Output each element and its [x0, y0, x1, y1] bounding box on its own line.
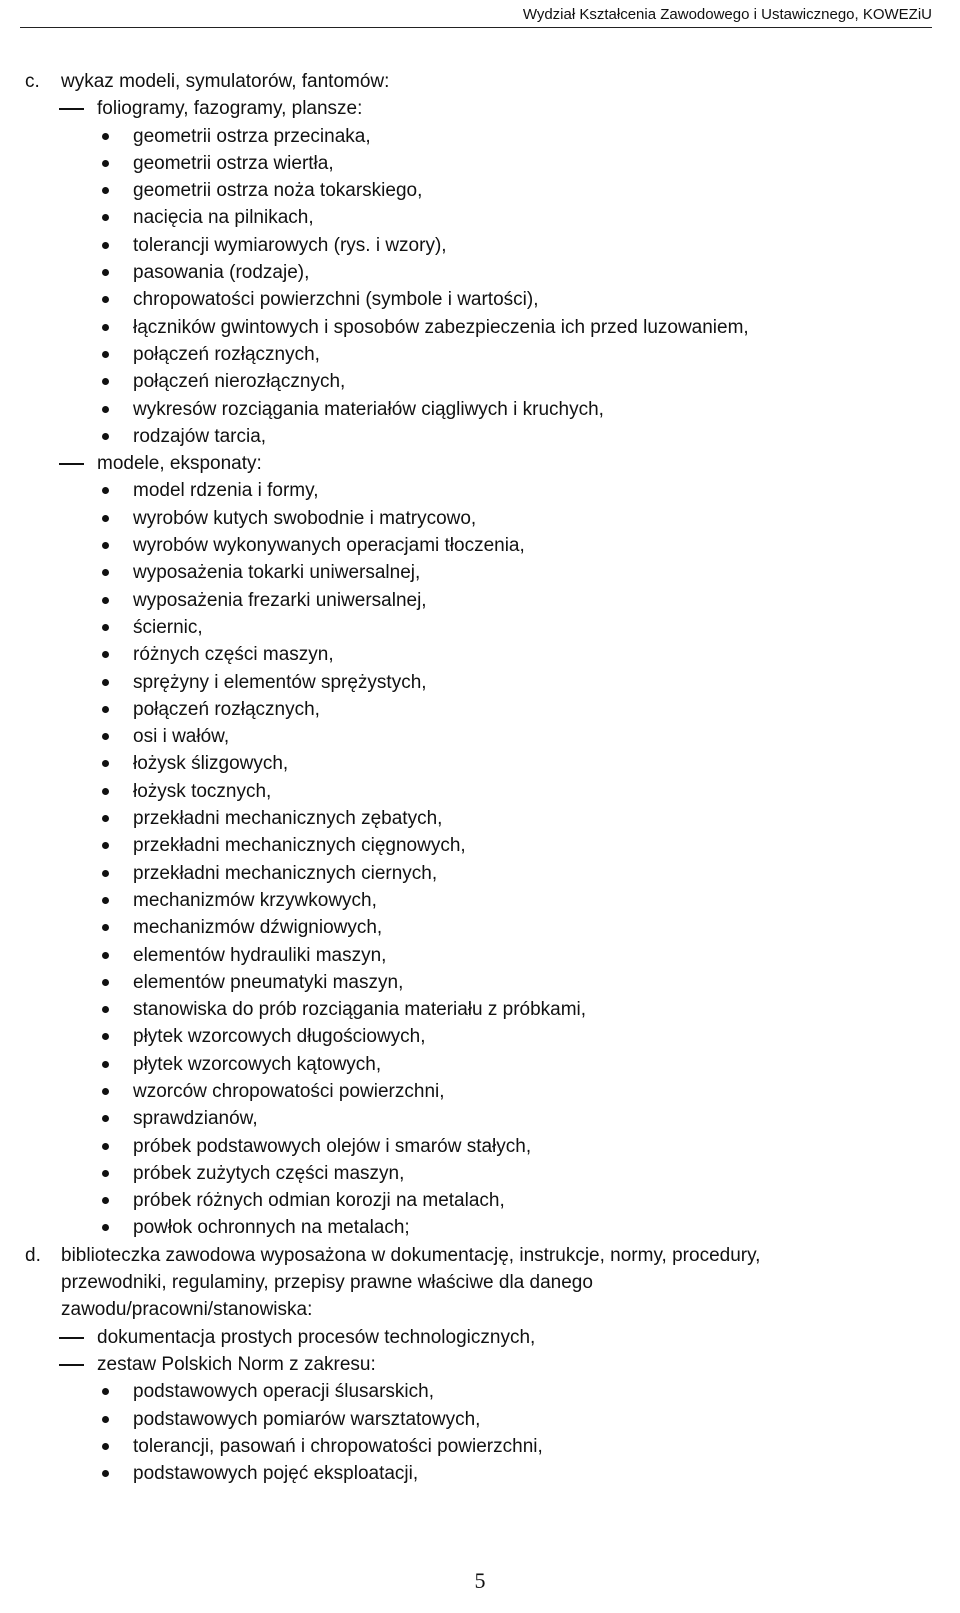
dash-item-label: zestaw Polskich Norm z zakresu: [97, 1353, 376, 1375]
bullet-list-item [0, 914, 960, 941]
dash-list-item [0, 1351, 960, 1378]
bullet-list-item [0, 505, 960, 532]
bullet-item-text: nacięcia na pilnikach, [133, 207, 314, 229]
bullet-icon [102, 187, 109, 194]
bullet-icon [102, 624, 109, 631]
bullet-icon [102, 296, 109, 303]
bullet-icon [102, 1224, 109, 1231]
bullet-item-text: chropowatości powierzchni (symbole i wartości), [133, 289, 539, 311]
bullet-list-item [0, 232, 960, 259]
bullet-item-text: elementów pneumatyki maszyn, [133, 971, 404, 993]
bullet-item-text: stanowiska do prób rozciągania materiału z próbkami, [133, 999, 587, 1021]
bullet-item-text: połączeń rozłącznych, [133, 698, 320, 720]
bullet-item-text: przekładni mechanicznych ciernych, [133, 862, 438, 884]
bullet-icon [102, 870, 109, 877]
bullet-item-text: osi i wałów, [133, 726, 230, 748]
bullet-list-item [0, 696, 960, 723]
bullet-icon [102, 242, 109, 249]
bullet-icon [102, 1033, 109, 1040]
section-heading [0, 68, 960, 95]
bullet-icon [102, 815, 109, 822]
dash-list-item [0, 450, 960, 477]
bullet-list-item [0, 1160, 960, 1187]
bullet-list-item [0, 1214, 960, 1241]
bullet-icon [102, 433, 109, 440]
bullet-icon [102, 1197, 109, 1204]
dash-icon [59, 463, 84, 465]
bullet-item-text: próbek zużytych części maszyn, [133, 1162, 405, 1184]
bullet-item-text: łączników gwintowych i sposobów zabezpieczenia ich przed luzowaniem, [133, 316, 749, 338]
bullet-list-item [0, 204, 960, 231]
bullet-item-text: powłok ochronnych na metalach; [133, 1217, 410, 1239]
bullet-list-item [0, 1433, 960, 1460]
section-letter: c. [25, 71, 40, 92]
bullet-item-text: podstawowych pomiarów warsztatowych, [133, 1408, 481, 1430]
dash-item-label: dokumentacja prostych procesów technologicznych, [97, 1326, 536, 1348]
dash-item-label: modele, eksponaty: [97, 453, 262, 475]
bullet-list-item [0, 1133, 960, 1160]
bullet-item-text: podstawowych operacji ślusarskich, [133, 1381, 434, 1403]
page-number: 5 [474, 1568, 486, 1593]
bullet-item-text: rodzajów tarcia, [133, 425, 267, 447]
bullet-list-item [0, 150, 960, 177]
section-heading [0, 1242, 960, 1269]
bullet-list-item [0, 723, 960, 750]
bullet-list-item [0, 1460, 960, 1487]
bullet-list-item [0, 423, 960, 450]
bullet-list-item [0, 942, 960, 969]
bullet-list-item [0, 259, 960, 286]
bullet-list-item [0, 614, 960, 641]
bullet-item-text: połączeń rozłącznych, [133, 343, 320, 365]
bullet-list-item [0, 860, 960, 887]
bullet-item-text: tolerancji, pasowań i chropowatości powierzchni, [133, 1435, 543, 1457]
bullet-icon [102, 569, 109, 576]
bullet-list-item [0, 1378, 960, 1405]
bullet-list-item [0, 477, 960, 504]
bullet-item-text: wzorców chropowatości powierzchni, [133, 1080, 445, 1102]
dash-icon [59, 108, 84, 110]
bullet-icon [102, 952, 109, 959]
bullet-item-text: podstawowych pojęć eksploatacji, [133, 1463, 419, 1485]
bullet-icon [102, 515, 109, 522]
bullet-icon [102, 133, 109, 140]
bullet-icon [102, 160, 109, 167]
bullet-icon [102, 324, 109, 331]
bullet-item-text: ściernic, [133, 616, 203, 638]
section-title-line: przewodniki, regulaminy, przepisy prawne właściwe dla danego [61, 1272, 593, 1294]
bullet-item-text: wykresów rozciągania materiałów ciągliwych i kruchych, [133, 398, 604, 420]
bullet-item-text: mechanizmów krzywkowych, [133, 889, 377, 911]
bullet-item-text: próbek podstawowych olejów i smarów stałych, [133, 1135, 532, 1157]
bullet-list-item [0, 123, 960, 150]
bullet-icon [102, 679, 109, 686]
bullet-list-item [0, 1023, 960, 1050]
section-title-line: zawodu/pracowni/stanowiska: [61, 1299, 313, 1321]
bullet-list-item [0, 778, 960, 805]
bullet-icon [102, 1388, 109, 1395]
dash-icon [59, 1364, 84, 1366]
bullet-item-text: tolerancji wymiarowych (rys. i wzory), [133, 234, 447, 256]
bullet-icon [102, 406, 109, 413]
bullet-icon [102, 378, 109, 385]
bullet-list-item [0, 669, 960, 696]
bullet-icon [102, 1416, 109, 1423]
header-rule [20, 27, 932, 28]
bullet-icon [102, 214, 109, 221]
bullet-item-text: geometrii ostrza przecinaka, [133, 125, 371, 147]
bullet-item-text: geometrii ostrza noża tokarskiego, [133, 180, 423, 202]
section-title: wykaz modeli, symulatorów, fantomów: [61, 71, 390, 92]
bullet-list-item [0, 750, 960, 777]
bullet-list-item [0, 532, 960, 559]
bullet-icon [102, 1170, 109, 1177]
bullet-icon [102, 1006, 109, 1013]
bullet-list-item [0, 969, 960, 996]
section-heading-continuation [0, 1296, 960, 1323]
section-letter: d. [25, 1244, 41, 1266]
bullet-item-text: wyposażenia frezarki uniwersalnej, [133, 589, 427, 611]
bullet-item-text: próbek różnych odmian korozji na metalach, [133, 1190, 505, 1212]
bullet-icon [102, 597, 109, 604]
bullet-icon [102, 842, 109, 849]
bullet-icon [102, 1143, 109, 1150]
bullet-item-text: sprężyny i elementów sprężystych, [133, 671, 427, 693]
bullet-list-item [0, 805, 960, 832]
bullet-item-text: płytek wzorcowych długościowych, [133, 1026, 426, 1048]
section-heading-continuation [0, 1269, 960, 1296]
bullet-list-item [0, 341, 960, 368]
bullet-item-text: model rdzenia i formy, [133, 480, 319, 502]
bullet-item-text: mechanizmów dźwigniowych, [133, 917, 383, 939]
bullet-list-item [0, 177, 960, 204]
bullet-list-item [0, 1187, 960, 1214]
bullet-list-item [0, 832, 960, 859]
bullet-list-item [0, 559, 960, 586]
bullet-item-text: połączeń nierozłącznych, [133, 371, 346, 393]
bullet-item-text: przekładni mechanicznych zębatych, [133, 808, 443, 830]
bullet-icon [102, 651, 109, 658]
bullet-list-item [0, 1105, 960, 1132]
bullet-icon [102, 924, 109, 931]
bullet-icon [102, 733, 109, 740]
bullet-icon [102, 706, 109, 713]
bullet-icon [102, 1115, 109, 1122]
bullet-icon [102, 788, 109, 795]
bullet-item-text: różnych części maszyn, [133, 644, 334, 666]
bullet-list-item [0, 1078, 960, 1105]
bullet-item-text: łożysk tocznych, [133, 780, 272, 802]
bullet-icon [102, 542, 109, 549]
section-title: biblioteczka zawodowa wyposażona w dokumentację, instrukcje, normy, procedury, [61, 1244, 761, 1266]
bullet-list-item [0, 641, 960, 668]
bullet-icon [102, 487, 109, 494]
document-body [0, 68, 960, 1487]
dash-item-label: foliogramy, fazogramy, plansze: [97, 98, 363, 120]
bullet-icon [102, 1443, 109, 1450]
bullet-item-text: geometrii ostrza wiertła, [133, 152, 334, 174]
running-header: Wydział Kształcenia Zawodowego i Ustawicznego, KOWEZiU [522, 6, 932, 23]
bullet-icon [102, 979, 109, 986]
dash-icon [59, 1337, 84, 1339]
bullet-list-item [0, 1406, 960, 1433]
bullet-list-item [0, 1051, 960, 1078]
bullet-icon [102, 1470, 109, 1477]
bullet-item-text: łożysk ślizgowych, [133, 753, 289, 775]
bullet-list-item [0, 368, 960, 395]
bullet-list-item [0, 587, 960, 614]
bullet-icon [102, 269, 109, 276]
bullet-list-item [0, 314, 960, 341]
bullet-item-text: płytek wzorcowych kątowych, [133, 1053, 382, 1075]
bullet-list-item [0, 396, 960, 423]
bullet-list-item [0, 887, 960, 914]
bullet-icon [102, 1061, 109, 1068]
bullet-item-text: pasowania (rodzaje), [133, 262, 310, 284]
bullet-item-text: przekładni mechanicznych cięgnowych, [133, 835, 466, 857]
bullet-item-text: wyrobów wykonywanych operacjami tłoczenia, [133, 535, 525, 557]
bullet-icon [102, 760, 109, 767]
bullet-list-item [0, 996, 960, 1023]
bullet-icon [102, 1088, 109, 1095]
bullet-item-text: sprawdzianów, [133, 1108, 258, 1130]
bullet-list-item [0, 286, 960, 313]
dash-list-item [0, 95, 960, 122]
bullet-item-text: wyrobów kutych swobodnie i matrycowo, [133, 507, 477, 529]
bullet-icon [102, 897, 109, 904]
bullet-item-text: elementów hydrauliki maszyn, [133, 944, 387, 966]
bullet-item-text: wyposażenia tokarki uniwersalnej, [133, 562, 421, 584]
bullet-icon [102, 351, 109, 358]
dash-list-item [0, 1324, 960, 1351]
